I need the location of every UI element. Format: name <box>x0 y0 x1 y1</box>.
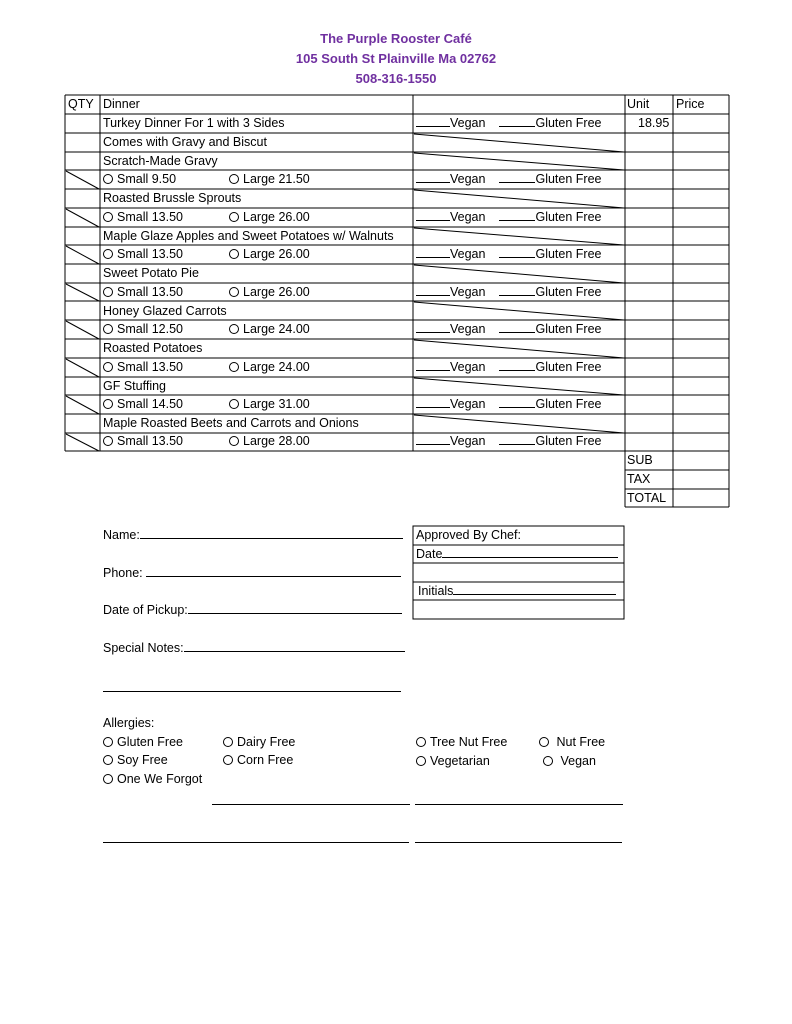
small-size-option[interactable] <box>103 210 183 224</box>
vegan-check-line[interactable] <box>416 210 450 221</box>
small-size-option[interactable] <box>103 285 183 299</box>
radio-icon[interactable] <box>229 399 239 409</box>
gluten-free-check-line[interactable] <box>499 322 535 333</box>
small-size-option[interactable] <box>103 434 183 448</box>
small-size-label: Small 13.50 <box>117 210 184 224</box>
other-allergy-line-3[interactable] <box>103 832 409 843</box>
allergy-label: Tree Nut Free <box>430 735 508 749</box>
side-item-name: Honey Glazed Carrots <box>103 304 227 318</box>
vegan-check-line[interactable] <box>416 397 450 408</box>
turkey-dinner-subtitle: Comes with Gravy and Biscut <box>103 135 267 149</box>
pickup-line[interactable] <box>188 603 402 614</box>
vegan-check-line[interactable] <box>416 116 450 127</box>
vegan-label: Vegan <box>450 434 486 448</box>
vegan-label: Vegan <box>450 285 486 299</box>
cafe-address: 105 South St Plainville Ma 02762 <box>295 51 497 66</box>
vegan-check-line[interactable] <box>416 285 450 296</box>
allergy-dairy-free[interactable] <box>223 735 295 749</box>
vegan-label: Vegan <box>450 397 486 411</box>
large-size-option[interactable] <box>229 322 310 336</box>
chef-initials-field[interactable] <box>418 584 616 598</box>
gluten-free-label: Gluten Free <box>535 434 602 448</box>
allergies-title: Allergies: <box>103 716 155 730</box>
large-size-option[interactable] <box>229 210 310 224</box>
large-size-label: Large 24.00 <box>243 322 310 336</box>
diet-option-row[interactable] <box>416 434 601 448</box>
gluten-free-check-line[interactable] <box>499 172 535 183</box>
allergy-label: One We Forgot <box>117 772 203 786</box>
radio-icon[interactable] <box>103 737 113 747</box>
gluten-free-check-line[interactable] <box>499 116 535 127</box>
small-size-label: Small 9.50 <box>117 172 177 186</box>
chef-initials-line[interactable] <box>453 584 616 595</box>
large-size-option[interactable] <box>229 247 310 261</box>
diet-option-row[interactable] <box>416 116 601 130</box>
allergy-label: Dairy Free <box>237 735 296 749</box>
diet-option-row[interactable] <box>416 210 601 224</box>
allergy-label: Vegetarian <box>430 754 490 768</box>
radio-icon[interactable] <box>229 174 239 184</box>
vegan-label: Vegan <box>450 360 486 374</box>
chef-date-label: Date <box>416 547 443 561</box>
radio-icon[interactable] <box>223 737 233 747</box>
diet-option-row[interactable] <box>416 247 601 261</box>
radio-icon[interactable] <box>103 174 113 184</box>
radio-icon[interactable] <box>103 436 113 446</box>
large-size-option[interactable] <box>229 397 310 411</box>
vegan-label: Vegan <box>450 247 486 261</box>
diet-option-row[interactable] <box>416 285 601 299</box>
radio-icon[interactable] <box>229 324 239 334</box>
cafe-phone: 508-316-1550 <box>355 71 437 86</box>
phone-field[interactable] <box>103 566 401 580</box>
allergy-corn-free[interactable] <box>223 753 293 767</box>
tax-label: TAX <box>627 472 651 486</box>
gluten-free-check-line[interactable] <box>499 210 535 221</box>
gluten-free-label: Gluten Free <box>535 397 602 411</box>
large-size-label: Large 24.00 <box>243 360 310 374</box>
radio-icon[interactable] <box>103 399 113 409</box>
side-item-name: GF Stuffing <box>103 379 166 393</box>
radio-icon[interactable] <box>103 212 113 222</box>
subtotal-label: SUB <box>627 453 653 467</box>
allergy-vegetarian[interactable] <box>416 754 490 768</box>
radio-icon[interactable] <box>223 755 233 765</box>
radio-icon[interactable] <box>229 287 239 297</box>
special-notes-field[interactable] <box>103 641 405 655</box>
large-size-label: Large 31.00 <box>243 397 310 411</box>
cafe-name: The Purple Rooster Café <box>320 31 472 46</box>
side-item-name: Maple Roasted Beets and Carrots and Onions <box>103 416 359 430</box>
allergy-label: Soy Free <box>117 753 168 767</box>
phone-label: Phone: <box>103 566 143 580</box>
small-size-option[interactable] <box>103 172 176 186</box>
radio-icon[interactable] <box>103 249 113 259</box>
vegan-label: Vegan <box>450 116 486 130</box>
vegan-check-line[interactable] <box>416 322 450 333</box>
small-size-label: Small 13.50 <box>117 434 184 448</box>
approved-by-chef-label: Approved By Chef: <box>416 528 521 542</box>
allergy-label: Corn Free <box>237 753 294 767</box>
gluten-free-check-line[interactable] <box>499 434 535 445</box>
allergy-label: Gluten Free <box>117 735 184 749</box>
side-item-name: Roasted Potatoes <box>103 341 203 355</box>
large-size-option[interactable] <box>229 434 310 448</box>
side-item-name: Roasted Brussle Sprouts <box>103 191 242 205</box>
small-size-label: Small 13.50 <box>117 360 184 374</box>
side-item-name: Scratch-Made Gravy <box>103 154 218 168</box>
col-unit-header: Unit <box>627 97 650 111</box>
allergy-label: Nut Free <box>556 735 606 749</box>
small-size-option[interactable] <box>103 397 183 411</box>
turkey-unit-price: 18.95 <box>638 116 670 130</box>
allergy-tree-nut-free[interactable] <box>416 735 507 749</box>
notes-line[interactable] <box>184 641 405 652</box>
allergy-soy-free[interactable] <box>103 753 168 767</box>
col-dinner-header: Dinner <box>103 97 140 111</box>
large-size-option[interactable] <box>229 172 310 186</box>
diet-option-row[interactable] <box>416 172 601 186</box>
vegan-check-line[interactable] <box>416 434 450 445</box>
small-size-option[interactable] <box>103 247 183 261</box>
chef-date-field[interactable] <box>416 547 618 561</box>
large-size-label: Large 26.00 <box>243 247 310 261</box>
radio-icon[interactable] <box>543 756 553 766</box>
chef-date-line[interactable] <box>442 547 618 558</box>
name-line[interactable] <box>140 528 403 539</box>
gluten-free-label: Gluten Free <box>535 247 602 261</box>
allergy-label: Vegan <box>560 754 596 768</box>
gluten-free-check-line[interactable] <box>499 247 535 258</box>
radio-icon[interactable] <box>103 324 113 334</box>
allergy-one-we-forgot[interactable] <box>103 772 202 786</box>
pickup-label: Date of Pickup: <box>103 603 188 617</box>
small-size-label: Small 13.50 <box>117 247 184 261</box>
gluten-free-label: Gluten Free <box>535 360 602 374</box>
small-size-option[interactable] <box>103 322 183 336</box>
notes-label: Special Notes: <box>103 641 184 655</box>
radio-icon[interactable] <box>229 436 239 446</box>
side-item-name: Maple Glaze Apples and Sweet Potatoes w/ Walnuts <box>103 229 394 243</box>
col-price-header: Price <box>676 97 705 111</box>
allergy-gluten-free[interactable] <box>103 735 183 749</box>
other-allergy-line-1[interactable] <box>212 794 410 805</box>
radio-icon[interactable] <box>103 287 113 297</box>
vegan-check-line[interactable] <box>416 360 450 371</box>
large-size-option[interactable] <box>229 285 310 299</box>
allergy-nut-free[interactable] <box>539 735 605 749</box>
radio-icon[interactable] <box>103 774 113 784</box>
notes-line-2[interactable] <box>103 681 401 692</box>
radio-icon[interactable] <box>416 737 426 747</box>
gluten-free-label: Gluten Free <box>535 172 602 186</box>
radio-icon[interactable] <box>103 755 113 765</box>
radio-icon[interactable] <box>229 249 239 259</box>
small-size-label: Small 13.50 <box>117 285 184 299</box>
small-size-option[interactable] <box>103 360 183 374</box>
diet-option-row[interactable] <box>416 397 601 411</box>
gluten-free-label: Gluten Free <box>535 285 602 299</box>
vegan-check-line[interactable] <box>416 247 450 258</box>
large-size-label: Large 26.00 <box>243 210 310 224</box>
diet-option-row[interactable] <box>416 322 601 336</box>
vegan-label: Vegan <box>450 322 486 336</box>
small-size-label: Small 14.50 <box>117 397 184 411</box>
turkey-dinner-title: Turkey Dinner For 1 with 3 Sides <box>103 116 285 130</box>
large-size-option[interactable] <box>229 360 310 374</box>
vegan-label: Vegan <box>450 172 486 186</box>
gluten-free-check-line[interactable] <box>499 397 535 408</box>
total-label: TOTAL <box>627 491 667 505</box>
radio-icon[interactable] <box>103 362 113 372</box>
col-qty-header: QTY <box>68 97 94 111</box>
name-field[interactable] <box>103 528 403 542</box>
radio-icon[interactable] <box>416 756 426 766</box>
pickup-date-field[interactable] <box>103 603 402 617</box>
other-allergy-line-4[interactable] <box>415 832 622 843</box>
gluten-free-label: Gluten Free <box>535 210 602 224</box>
radio-icon[interactable] <box>229 212 239 222</box>
radio-icon[interactable] <box>539 737 549 747</box>
other-allergy-line-2[interactable] <box>415 794 623 805</box>
phone-line[interactable] <box>146 566 401 577</box>
gluten-free-check-line[interactable] <box>499 285 535 296</box>
chef-initials-label: Initials <box>418 584 454 598</box>
vegan-check-line[interactable] <box>416 172 450 183</box>
name-label: Name: <box>103 528 140 542</box>
radio-icon[interactable] <box>229 362 239 372</box>
vegan-label: Vegan <box>450 210 486 224</box>
gluten-free-label: Gluten Free <box>535 322 602 336</box>
large-size-label: Large 21.50 <box>243 172 310 186</box>
gluten-free-check-line[interactable] <box>499 360 535 371</box>
large-size-label: Large 28.00 <box>243 434 310 448</box>
large-size-label: Large 26.00 <box>243 285 310 299</box>
gluten-free-label: Gluten Free <box>535 116 602 130</box>
diet-option-row[interactable] <box>416 360 601 374</box>
small-size-label: Small 12.50 <box>117 322 184 336</box>
allergy-vegan[interactable] <box>543 754 596 768</box>
side-item-name: Sweet Potato Pie <box>103 266 199 280</box>
